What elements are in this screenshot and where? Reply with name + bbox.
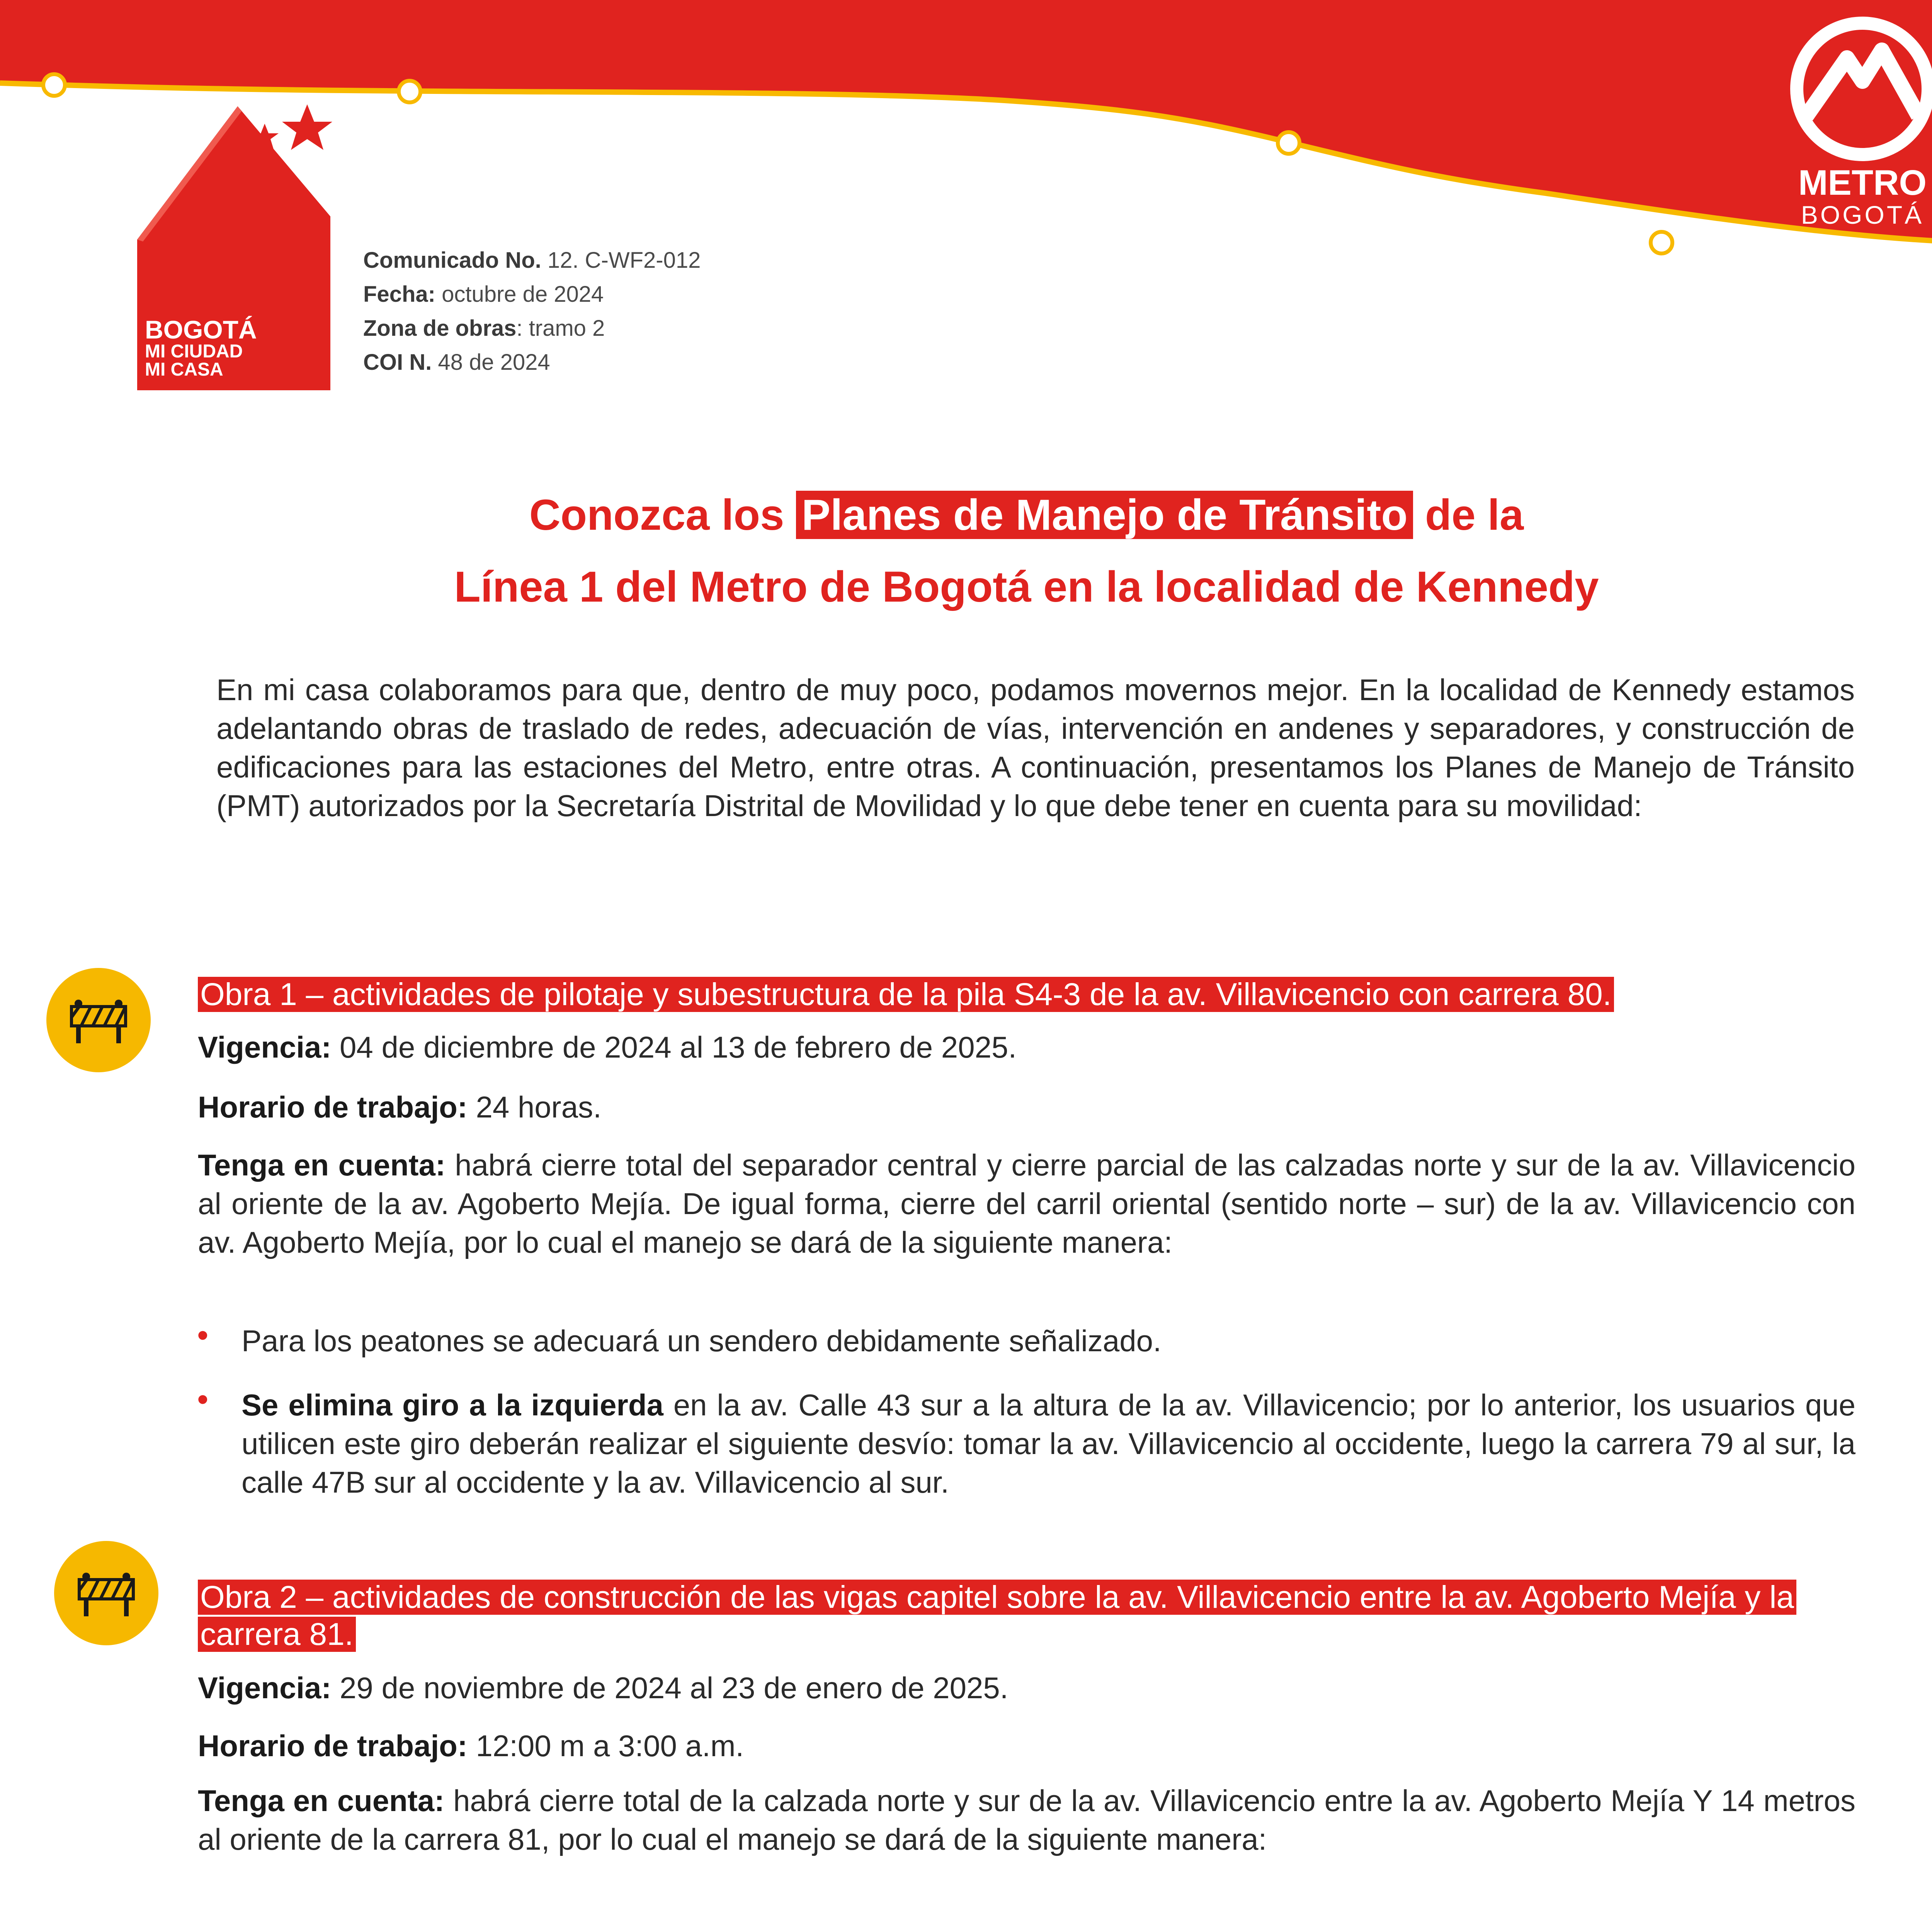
zona-line: Zona de obras: tramo 2 [363, 316, 605, 341]
bogota-house-logo [137, 100, 338, 394]
title-line2: Línea 1 del Metro de Bogotá en la localidad de Kennedy [454, 563, 1599, 611]
obra2-horario: Horario de trabajo: 12:00 m a 3:00 a.m. [198, 1729, 744, 1763]
communique-metadata [363, 243, 701, 379]
bogota-logo-line1: BOGOTÁ [145, 315, 257, 344]
title-highlight: Planes de Manejo de Tránsito [796, 491, 1413, 539]
fecha-line: Fecha: octubre de 2024 [363, 282, 604, 307]
metro-mountain-icon [1785, 15, 1932, 162]
star-icon [251, 104, 332, 150]
comunicado-line: Comunicado No. 12. C-WF2-012 [363, 248, 701, 273]
obra1-horario: Horario de trabajo: 24 horas. [198, 1090, 602, 1124]
obra2-tenga: Tenga en cuenta: habrá cierre total de la calzada norte y sur de la av. Villavicencio entre la av. Agoberto Mejía Y 14 metros al oriente de la carrera 81, por lo cual el manejo se dará de la siguiente manera: [198, 1784, 1855, 1856]
obra1-bullet1: Para los peatones se adecuará un sendero debidamente señalizado. [242, 1324, 1162, 1358]
road-barrier-icon [54, 1541, 158, 1645]
obra1-tenga: Tenga en cuenta: habrá cierre total del separador central y cierre parcial de las calzadas norte y sur de la av. Villavicencio al oriente de la av. Agoberto Mejía. De igual forma, cierre del carril oriental (sentido norte – sur) de la av. Villavicencio con av. Agoberto Mejía, por lo cual el manejo se dará de la siguiente manera: [198, 1148, 1856, 1259]
obra2-vigencia: Vigencia: 29 de noviembre de 2024 al 23 de enero de 2025. [198, 1671, 1009, 1705]
title-line1: Conozca los Planes de Manejo de Tránsito de la [529, 491, 1524, 539]
obra1-banner: Obra 1 – actividades de pilotaje y subestructura de la pila S4-3 de la av. Villavicencio con carrera 80. [198, 976, 1859, 1013]
metro-logo-line2: BOGOTÁ [1801, 201, 1924, 229]
metro-logo-line1: METRO [1798, 163, 1927, 202]
intro-paragraph: En mi casa colaboramos para que, dentro de muy poco, podamos movernos mejor. En la localidad de Kennedy estamos adelantando obras de traslado de redes, adecuación de vías, intervención en andenes y separadores, y construcción de edificaciones para las estaciones del Metro, entre otras. A continuación, presentamos los Planes de Manejo de Tránsito (PMT) autorizados por la Secretaría Distrital de Movilidad y lo que debe tener en cuenta para su movilidad: [216, 673, 1855, 823]
bullet-marker: • [197, 1317, 209, 1353]
bogota-logo-line3: MI CASA [145, 359, 223, 380]
bogota-logo-line2: MI CIUDAD [145, 341, 243, 362]
road-barrier-icon [46, 968, 151, 1072]
page-title [0, 479, 1932, 623]
obra1-bullet2: Se elimina giro a la izquierda en la av. Calle 43 sur a la altura de la av. Villavicencio; por lo anterior, los usuarios que utilicen este giro deberán realizar el siguiente desvío: tomar la av. Villavicencio al occidente, luego la carrera 79 al sur, la calle 47B sur al occidente y la av. Villavicencio al sur. [242, 1388, 1856, 1499]
obra2-banner: Obra 2 – actividades de construcción de las vigas capitel sobre la av. Villavicencio entre la av. Agoberto Mejía y la carrera 81. [198, 1579, 1859, 1653]
coi-line: COI N. 48 de 2024 [363, 350, 550, 375]
metro-bogota-logo [1785, 15, 1932, 229]
obra1-vigencia: Vigencia: 04 de diciembre de 2024 al 13 de febrero de 2025. [198, 1030, 1017, 1064]
bullet-marker: • [197, 1381, 209, 1417]
